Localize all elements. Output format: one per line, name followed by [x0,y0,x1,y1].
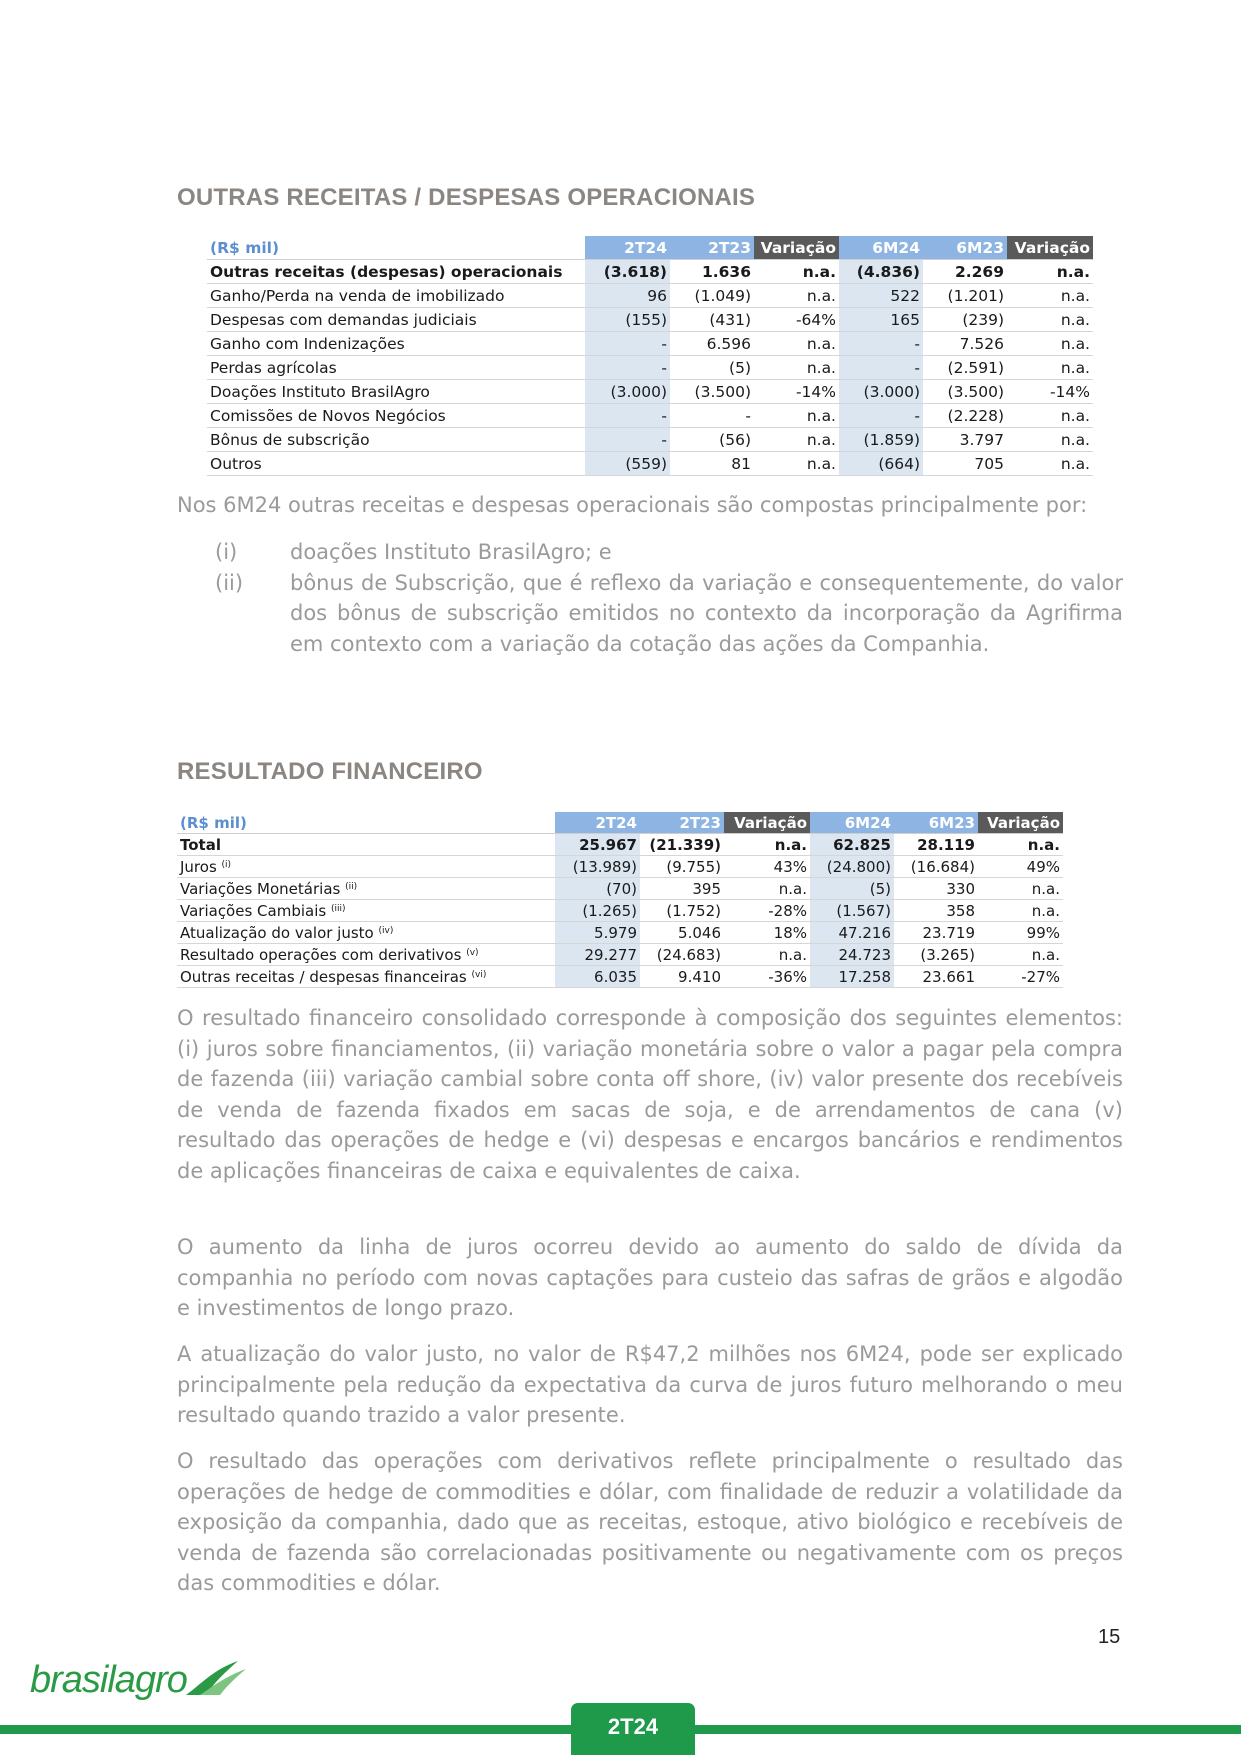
list-item [177,537,1123,568]
page-number: 15 [1098,1626,1121,1648]
row-label [207,308,585,332]
row-label [177,856,555,878]
financial-result-table [177,812,1063,988]
row-label [207,332,585,356]
row-label-text: Atualização do valor justo [180,923,374,942]
footnote-marker: (vi) [471,969,487,980]
table-cell: 28.119 [894,834,978,856]
list-text: bônus de Subscrição, que é reflexo da variação e consequentemente, do valor dos bônus de subscrição emitidos no contexto da incorporação da Agrifirma em contexto com a variação da cotação das ações da Companhia. [290,570,1123,656]
footnote-marker: (iii) [330,903,346,914]
table-cell: (9.755) [640,856,724,878]
column-header: Variação [724,812,810,834]
table-cell: (1.265) [555,900,640,922]
table-row [177,856,1063,878]
financial-paragraph-3: A atualização do valor justo, no valor de R$47,2 milhões nos 6M24, pode ser explicado principalmente pela redução da expectativa da curva de juros futuro melhorando o meu resultado quando trazido a valor presente. [177,1342,1123,1427]
table-cell: 9.410 [640,966,724,988]
table-cell: (3.000) [585,380,670,404]
table-cell: 62.825 [810,834,894,856]
column-header: 2T23 [640,812,724,834]
table-cell: (1.752) [640,900,724,922]
table-cell: (21.339) [640,834,724,856]
table-cell: n.a. [1007,452,1093,476]
table-cell: 99% [978,922,1063,944]
row-label-text: Total [180,835,221,854]
table-cell: 6.035 [555,966,640,988]
table-cell: n.a. [1007,428,1093,452]
column-header: Variação [978,812,1063,834]
unit-label: (R$ mil) [207,236,585,260]
table-cell: (13.989) [555,856,640,878]
financial-paragraph-4: O resultado das operações com derivativos reflete principalmente o resultado das operações de hedge de commodities e dólar, com finalidade de reduzir a volatilidade da exposição da companhia, dado que as receitas, estoque, ativo biológico e recebíveis de venda de fazenda são correlacionadas positivamente ou negativamente com os preços das commodities e dólar. [177,1449,1123,1595]
row-label-text: Juros [180,857,217,876]
table-cell: (5) [810,878,894,900]
table-cell: (5) [670,356,754,380]
table-row [207,452,1093,476]
table-cell: (2.228) [923,404,1007,428]
table-row [177,878,1063,900]
table-cell: - [585,332,670,356]
table-cell: (70) [555,878,640,900]
row-label [207,428,585,452]
table-cell: 18% [724,922,810,944]
table-cell: -14% [754,380,839,404]
table-cell: (3.500) [670,380,754,404]
table-cell: (1.049) [670,284,754,308]
table-row [207,260,1093,284]
table-cell: n.a. [754,284,839,308]
table-cell: n.a. [754,428,839,452]
list-item [177,568,1123,660]
table-cell: -27% [978,966,1063,988]
table-row [207,356,1093,380]
financial-paragraph-2: O aumento da linha de juros ocorreu devido ao aumento do saldo de dívida da companhia no período com novas captações para custeio das safras de grãos e algodão e investimentos de longo prazo. [177,1235,1123,1320]
table-cell: n.a. [724,878,810,900]
column-header: Variação [754,236,839,260]
table-cell: - [839,404,923,428]
table-cell: n.a. [1007,404,1093,428]
table-cell: -64% [754,308,839,332]
table-row [207,428,1093,452]
table-row [207,380,1093,404]
table-cell: (24.800) [810,856,894,878]
table-cell: - [839,332,923,356]
table-cell: 17.258 [810,966,894,988]
section-title-financial-result: RESULTADO FINANCEIRO [177,758,483,785]
row-label-text: Outros [210,454,262,473]
other-operating-list [177,537,1123,659]
row-label [177,878,555,900]
table-row [177,922,1063,944]
table-cell: n.a. [1007,260,1093,284]
table-row [177,966,1063,988]
row-label [177,834,555,856]
table-cell: n.a. [754,404,839,428]
table-cell: -36% [724,966,810,988]
row-label [207,284,585,308]
table-cell: (3.618) [585,260,670,284]
row-label [207,404,585,428]
table-cell: 96 [585,284,670,308]
list-marker: (ii) [215,570,244,595]
table-cell: 29.277 [555,944,640,966]
footnote-marker: (ii) [345,881,358,892]
table-cell: n.a. [754,356,839,380]
table-cell: n.a. [724,834,810,856]
table-cell: 24.723 [810,944,894,966]
table-cell: (431) [670,308,754,332]
table-cell: n.a. [754,452,839,476]
table-cell: 5.046 [640,922,724,944]
table-cell: 25.967 [555,834,640,856]
table-cell: 81 [670,452,754,476]
footnote-marker: (v) [466,947,479,958]
row-label-text: Comissões de Novos Negócios [210,406,446,425]
table-cell: 1.636 [670,260,754,284]
table-cell: n.a. [978,878,1063,900]
column-header: 6M24 [810,812,894,834]
table-cell: 6.596 [670,332,754,356]
row-label-text: Resultado operações com derivativos [180,945,462,964]
table-cell: - [839,356,923,380]
table-cell: 705 [923,452,1007,476]
table-cell: (1.201) [923,284,1007,308]
row-label [207,452,585,476]
footnote-marker: (iv) [378,925,394,936]
table-row [177,944,1063,966]
column-header: 6M23 [894,812,978,834]
table-cell: n.a. [1007,332,1093,356]
row-label-text: Bônus de subscrição [210,430,370,449]
financial-paragraph-1: O resultado financeiro consolidado corresponde à composição dos seguintes elementos: (i) juros sobre financiamentos, (ii) variação monetária sobre o valor a pagar pela compra de fazenda (iii) variação cambial sobre conta off shore, (iv) valor presente dos recebíveis de venda de fazenda fixados em sacas de soja, e de arrendamentos de cana (v) resultado das operações de hedge e (vi) despesas e encargos bancários e rendimentos de aplicações financeiras de caixa e equivalentes de caixa. [177,1006,1123,1183]
list-text: doações Instituto BrasilAgro; e [290,540,612,564]
table-cell: 522 [839,284,923,308]
table-cell: n.a. [754,332,839,356]
table-cell: (2.591) [923,356,1007,380]
table-cell: (1.567) [810,900,894,922]
table-cell: n.a. [754,260,839,284]
table-cell: -14% [1007,380,1093,404]
table-cell: 358 [894,900,978,922]
column-header: 2T24 [585,236,670,260]
table-row [207,308,1093,332]
column-header: 6M23 [923,236,1007,260]
table-cell: (155) [585,308,670,332]
table-cell: -28% [724,900,810,922]
table-row [177,900,1063,922]
table-cell: - [670,404,754,428]
table-cell: 395 [640,878,724,900]
table-cell: (16.684) [894,856,978,878]
row-label-text: Outras receitas / despesas financeiras [180,967,467,986]
table-cell: (56) [670,428,754,452]
row-label [177,944,555,966]
table-cell: n.a. [1007,308,1093,332]
table-cell: - [585,356,670,380]
unit-label: (R$ mil) [177,812,555,834]
row-label-text: Despesas com demandas judiciais [210,310,477,329]
table-cell: (3.000) [839,380,923,404]
row-label [207,260,585,284]
table-cell: (664) [839,452,923,476]
row-label-text: Variações Monetárias [180,879,341,898]
row-label-text: Outras receitas (despesas) operacionais [210,262,563,281]
table-cell: 47.216 [810,922,894,944]
column-header: Variação [1007,236,1093,260]
logo-text: brasilagro [30,1659,187,1701]
row-label [177,922,555,944]
table-cell: (239) [923,308,1007,332]
table-cell: n.a. [978,900,1063,922]
row-label [207,356,585,380]
table-cell: 330 [894,878,978,900]
column-header: 2T24 [555,812,640,834]
other-operating-intro: Nos 6M24 outras receitas e despesas operacionais são compostas principalmente por: [177,493,1088,517]
row-label [177,966,555,988]
table-row [207,284,1093,308]
table-cell: 23.661 [894,966,978,988]
table-cell: n.a. [1007,356,1093,380]
table-cell: (4.836) [839,260,923,284]
table-row [207,332,1093,356]
column-header: 6M24 [839,236,923,260]
table-cell: - [585,404,670,428]
table-cell: (24.683) [640,944,724,966]
row-label-text: Perdas agrícolas [210,358,337,377]
table-cell: 7.526 [923,332,1007,356]
quarter-tab: 2T24 [571,1703,695,1755]
table-header-row [177,812,1063,834]
table-row [177,834,1063,856]
table-cell: 49% [978,856,1063,878]
other-operating-table [207,236,1093,476]
table-cell: (3.500) [923,380,1007,404]
row-label-text: Variações Cambiais [180,901,327,920]
table-cell: 43% [724,856,810,878]
table-header-row [207,236,1093,260]
section-title-other-operating: OUTRAS RECEITAS / DESPESAS OPERACIONAIS [177,184,756,211]
table-cell: (559) [585,452,670,476]
table-row [207,404,1093,428]
table-cell: 165 [839,308,923,332]
logo-swoosh-icon [180,1655,250,1699]
table-cell: 3.797 [923,428,1007,452]
row-label [177,900,555,922]
row-label-text: Doações Instituto BrasilAgro [210,382,430,401]
table-cell: 5.979 [555,922,640,944]
table-cell: (3.265) [894,944,978,966]
table-cell: (1.859) [839,428,923,452]
table-cell: n.a. [978,944,1063,966]
brasilagro-logo [30,1655,230,1707]
table-cell: n.a. [724,944,810,966]
table-cell: n.a. [1007,284,1093,308]
table-cell: - [585,428,670,452]
row-label [207,380,585,404]
row-label-text: Ganho/Perda na venda de imobilizado [210,286,505,305]
table-cell: 23.719 [894,922,978,944]
table-cell: 2.269 [923,260,1007,284]
footnote-marker: (i) [221,859,232,870]
list-marker: (i) [215,540,238,564]
table-cell: n.a. [978,834,1063,856]
column-header: 2T23 [670,236,754,260]
row-label-text: Ganho com Indenizações [210,334,405,353]
